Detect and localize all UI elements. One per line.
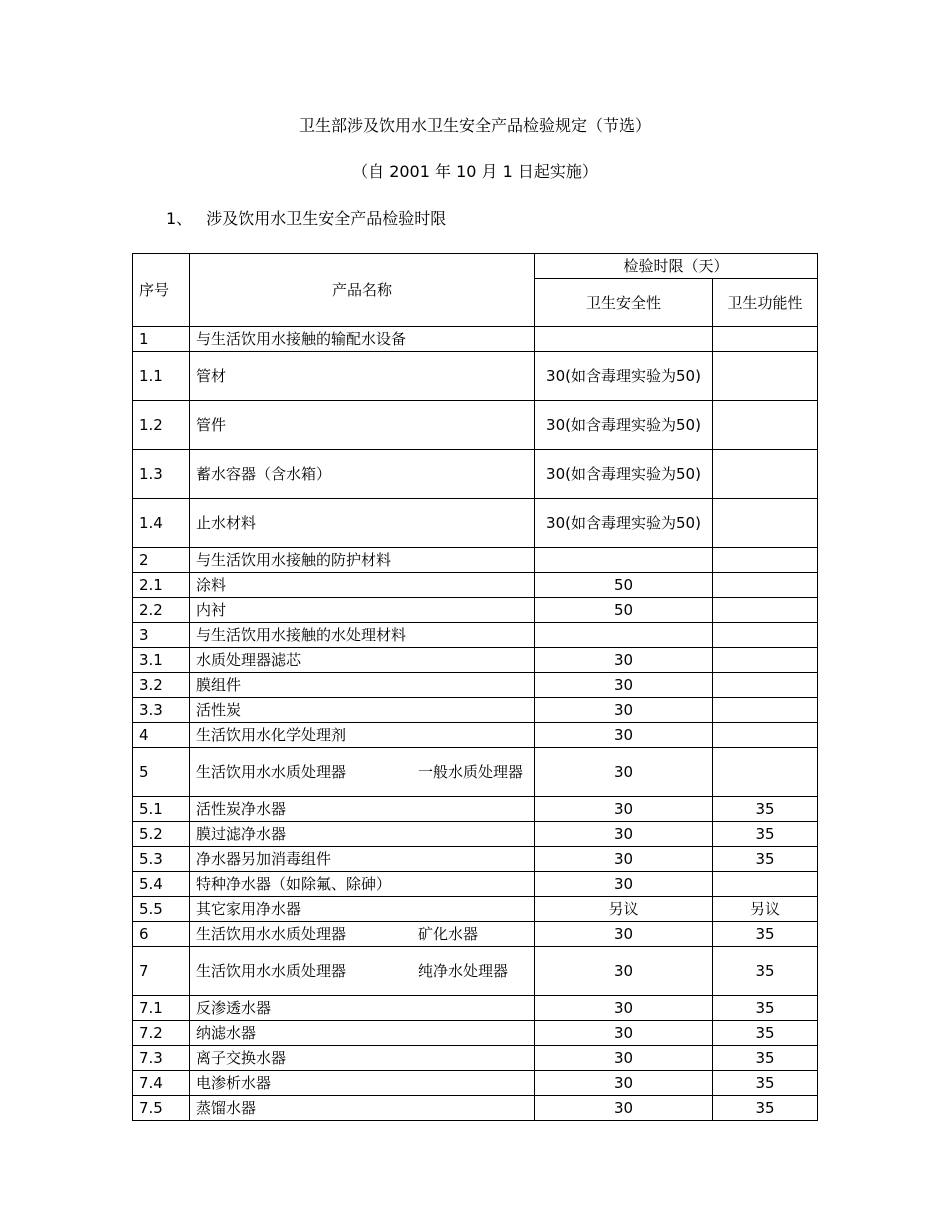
table-row xyxy=(133,996,818,1021)
product-name: 管材 xyxy=(190,352,535,401)
table-row xyxy=(133,897,818,922)
row-number: 5.3 xyxy=(133,847,190,872)
product-name: 蓄水容器（含水箱） xyxy=(190,450,535,499)
header-safety: 卫生安全性 xyxy=(535,279,713,327)
safety-period: 30 xyxy=(535,1046,713,1071)
function-period: 35 xyxy=(713,847,818,872)
table-row xyxy=(133,797,818,822)
row-number: 7.2 xyxy=(133,1021,190,1046)
section-heading xyxy=(166,207,446,231)
row-number: 2 xyxy=(133,548,190,573)
function-period xyxy=(713,401,818,450)
row-number: 5.2 xyxy=(133,822,190,847)
safety-period: 30 xyxy=(535,1021,713,1046)
header-period-group: 检验时限（天） xyxy=(535,254,818,279)
function-period xyxy=(713,327,818,352)
safety-period xyxy=(535,623,713,648)
product-category: 生活饮用水水质处理器 xyxy=(196,925,347,943)
safety-period: 30(如含毒理实验为50) xyxy=(535,499,713,548)
table-row xyxy=(133,1021,818,1046)
function-period xyxy=(713,872,818,897)
product-name: 蒸馏水器 xyxy=(190,1096,535,1121)
function-period: 35 xyxy=(713,822,818,847)
product-name: 内衬 xyxy=(190,598,535,623)
table-row xyxy=(133,623,818,648)
safety-period xyxy=(535,327,713,352)
safety-period: 30 xyxy=(535,723,713,748)
header-function: 卫生功能性 xyxy=(713,279,818,327)
product-name: 涂料 xyxy=(190,573,535,598)
table-row xyxy=(133,947,818,996)
row-number: 5.4 xyxy=(133,872,190,897)
table-row xyxy=(133,822,818,847)
row-number: 1.3 xyxy=(133,450,190,499)
function-period xyxy=(713,598,818,623)
table-row xyxy=(133,401,818,450)
safety-period: 另议 xyxy=(535,897,713,922)
product-name xyxy=(190,922,535,947)
product-name: 与生活饮用水接触的防护材料 xyxy=(190,548,535,573)
row-number: 7.4 xyxy=(133,1071,190,1096)
safety-period: 30 xyxy=(535,1096,713,1121)
safety-period: 30(如含毒理实验为50) xyxy=(535,401,713,450)
row-number: 7 xyxy=(133,947,190,996)
row-number: 1 xyxy=(133,327,190,352)
product-subtype: 一般水质处理器 xyxy=(418,763,524,781)
function-period xyxy=(713,499,818,548)
product-name: 水质处理器滤芯 xyxy=(190,648,535,673)
product-name: 与生活饮用水接触的输配水设备 xyxy=(190,327,535,352)
function-period xyxy=(713,548,818,573)
product-subtype: 纯净水处理器 xyxy=(418,962,509,980)
function-period: 35 xyxy=(713,1096,818,1121)
row-number: 3.1 xyxy=(133,648,190,673)
row-number: 1.4 xyxy=(133,499,190,548)
safety-period: 30 xyxy=(535,922,713,947)
product-name: 其它家用净水器 xyxy=(190,897,535,922)
product-name: 特种净水器（如除氟、除砷） xyxy=(190,872,535,897)
function-period xyxy=(713,623,818,648)
safety-period: 50 xyxy=(535,598,713,623)
table-row xyxy=(133,1071,818,1096)
table-row xyxy=(133,673,818,698)
function-period: 35 xyxy=(713,996,818,1021)
product-category: 生活饮用水水质处理器 xyxy=(196,763,347,781)
function-period: 35 xyxy=(713,1046,818,1071)
function-period xyxy=(713,450,818,499)
safety-period: 30 xyxy=(535,872,713,897)
table-row xyxy=(133,598,818,623)
function-period: 35 xyxy=(713,1021,818,1046)
safety-period: 30 xyxy=(535,996,713,1021)
row-number: 7.1 xyxy=(133,996,190,1021)
document-subtitle: （自 2001 年 10 月 1 日起实施） xyxy=(352,162,598,181)
table-row xyxy=(133,1096,818,1121)
function-period xyxy=(713,573,818,598)
function-period: 35 xyxy=(713,922,818,947)
product-name: 活性炭 xyxy=(190,698,535,723)
product-name-wrap xyxy=(196,922,528,946)
safety-period: 50 xyxy=(535,573,713,598)
safety-period: 30(如含毒理实验为50) xyxy=(535,352,713,401)
table-row xyxy=(133,847,818,872)
function-period: 35 xyxy=(713,797,818,822)
safety-period: 30 xyxy=(535,648,713,673)
product-name: 反渗透水器 xyxy=(190,996,535,1021)
table-row xyxy=(133,352,818,401)
function-period xyxy=(713,673,818,698)
section-number: 1、 xyxy=(166,209,193,228)
section-heading-text: 涉及饮用水卫生安全产品检验时限 xyxy=(206,209,447,228)
table-row xyxy=(133,1046,818,1071)
function-period xyxy=(713,698,818,723)
function-period: 另议 xyxy=(713,897,818,922)
function-period: 35 xyxy=(713,947,818,996)
product-name: 与生活饮用水接触的水处理材料 xyxy=(190,623,535,648)
product-name-wrap xyxy=(196,959,528,983)
row-number: 4 xyxy=(133,723,190,748)
function-period: 35 xyxy=(713,1071,818,1096)
table-row xyxy=(133,548,818,573)
row-number: 3.3 xyxy=(133,698,190,723)
row-number: 1.1 xyxy=(133,352,190,401)
table-row xyxy=(133,573,818,598)
row-number: 5.5 xyxy=(133,897,190,922)
safety-period: 30 xyxy=(535,822,713,847)
table-row xyxy=(133,327,818,352)
table-row xyxy=(133,872,818,897)
row-number: 7.3 xyxy=(133,1046,190,1071)
inspection-period-table xyxy=(132,253,818,1121)
table-row xyxy=(133,499,818,548)
function-period xyxy=(713,723,818,748)
product-name-wrap xyxy=(196,760,528,784)
table-body xyxy=(133,327,818,1121)
row-number: 7.5 xyxy=(133,1096,190,1121)
row-number: 5.1 xyxy=(133,797,190,822)
product-name: 生活饮用水化学处理剂 xyxy=(190,723,535,748)
product-subtype: 矿化水器 xyxy=(418,925,479,943)
safety-period: 30(如含毒理实验为50) xyxy=(535,450,713,499)
safety-period: 30 xyxy=(535,847,713,872)
product-name: 止水材料 xyxy=(190,499,535,548)
product-name: 膜组件 xyxy=(190,673,535,698)
table-row xyxy=(133,648,818,673)
product-name: 净水器另加消毒组件 xyxy=(190,847,535,872)
product-name: 膜过滤净水器 xyxy=(190,822,535,847)
function-period xyxy=(713,648,818,673)
table-row xyxy=(133,698,818,723)
table-row xyxy=(133,723,818,748)
function-period xyxy=(713,748,818,797)
document-title: 卫生部涉及饮用水卫生安全产品检验规定（节选） xyxy=(298,116,651,135)
row-number: 3.2 xyxy=(133,673,190,698)
product-name: 管件 xyxy=(190,401,535,450)
row-number: 1.2 xyxy=(133,401,190,450)
row-number: 5 xyxy=(133,748,190,797)
row-number: 2.1 xyxy=(133,573,190,598)
table-row xyxy=(133,450,818,499)
product-name: 纳滤水器 xyxy=(190,1021,535,1046)
product-name xyxy=(190,748,535,797)
safety-period: 30 xyxy=(535,1071,713,1096)
table-row xyxy=(133,748,818,797)
row-number: 3 xyxy=(133,623,190,648)
safety-period xyxy=(535,548,713,573)
safety-period: 30 xyxy=(535,947,713,996)
header-no: 序号 xyxy=(133,254,190,327)
row-number: 6 xyxy=(133,922,190,947)
function-period xyxy=(713,352,818,401)
safety-period: 30 xyxy=(535,698,713,723)
safety-period: 30 xyxy=(535,797,713,822)
header-product-name: 产品名称 xyxy=(190,254,535,327)
table-row xyxy=(133,922,818,947)
product-name: 活性炭净水器 xyxy=(190,797,535,822)
product-name xyxy=(190,947,535,996)
safety-period: 30 xyxy=(535,673,713,698)
safety-period: 30 xyxy=(535,748,713,797)
row-number: 2.2 xyxy=(133,598,190,623)
product-category: 生活饮用水水质处理器 xyxy=(196,962,347,980)
product-name: 离子交换水器 xyxy=(190,1046,535,1071)
product-name: 电渗析水器 xyxy=(190,1071,535,1096)
